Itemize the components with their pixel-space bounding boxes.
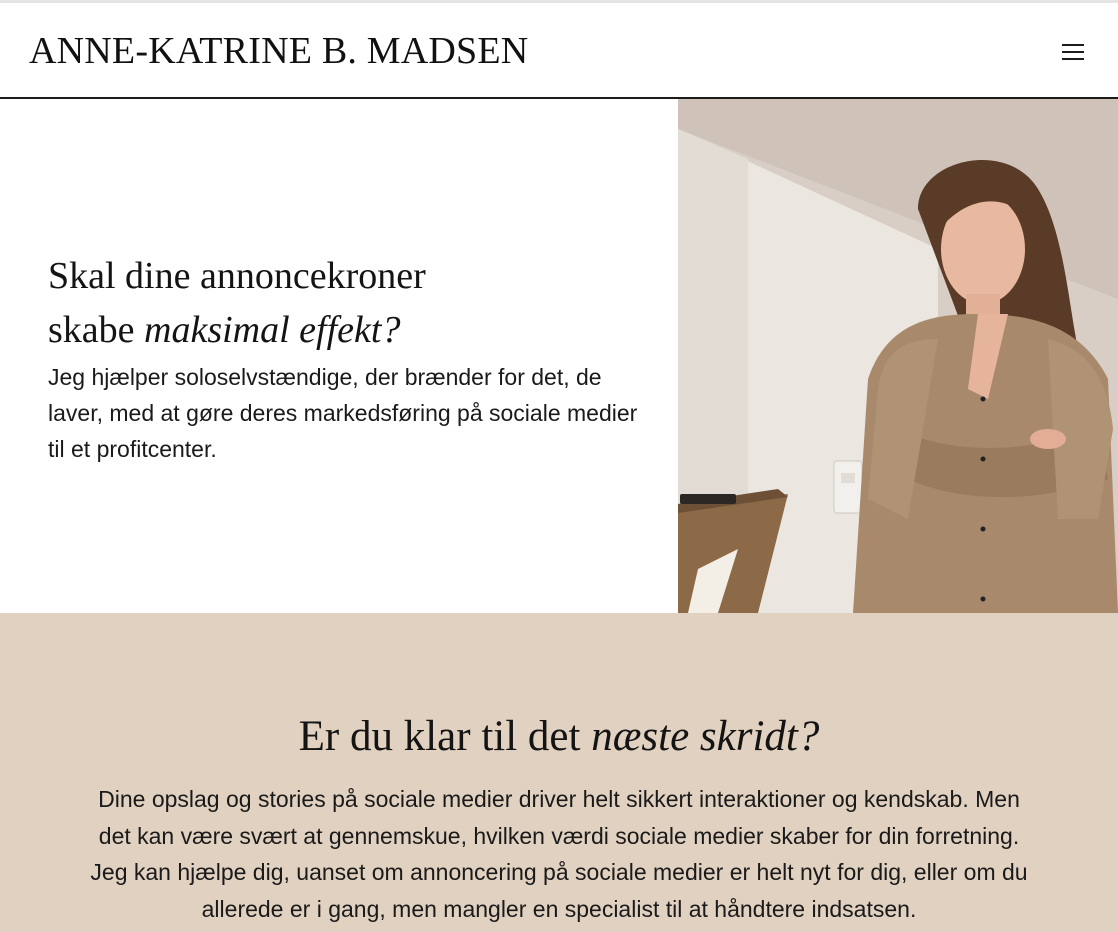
cta-heading-italic: næste skridt? xyxy=(591,713,820,760)
menu-line xyxy=(1062,51,1084,53)
site-header xyxy=(0,3,1118,99)
portrait-photo-illustration xyxy=(678,99,1118,613)
menu-line xyxy=(1062,58,1084,60)
site-logo[interactable]: ANNE-KATRINE B. MADSEN xyxy=(29,30,529,72)
hero-text-panel xyxy=(0,99,678,613)
cta-section xyxy=(0,613,1118,932)
cta-body-text: Dine opslag og stories på sociale medier driver helt sikkert interaktioner og kendskab. Men det kan være svært at gennemskue, hvilken værdi sociale medier skaber for din forretning. Jeg kan hjælpe dig, uanset om annoncering på sociale medier er helt nyt for dig, eller om du allerede er i gang, men mangler en specialist til at håndtere indsatsen. xyxy=(90,786,1028,922)
cta-heading-plain: Er du klar til det xyxy=(298,713,592,760)
cta-heading xyxy=(0,709,1118,765)
hero-heading xyxy=(48,249,648,357)
hero-section xyxy=(0,99,1118,613)
hero-heading-line1: Skal dine annoncekroner xyxy=(48,255,426,297)
hamburger-menu-icon[interactable] xyxy=(1056,37,1090,67)
hero-body-text: Jeg hjælper soloselvstændige, der brænder for det, de laver, med at gøre deres markedsføring på sociale medier til et profitcenter. xyxy=(48,364,638,462)
hero-heading-line2-italic: maksimal effekt? xyxy=(144,309,401,351)
hero-heading-line2-plain: skabe xyxy=(48,309,145,351)
portrait-photo xyxy=(678,99,1118,613)
menu-line xyxy=(1062,44,1084,46)
